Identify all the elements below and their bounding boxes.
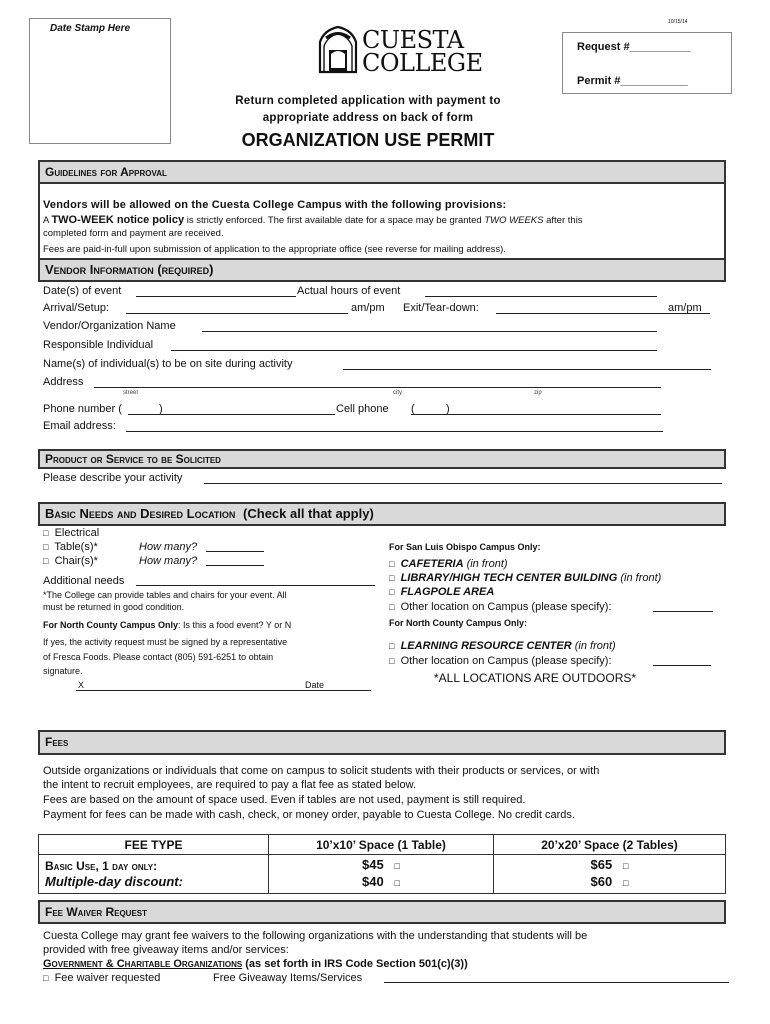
waiver-organizations (43, 958, 468, 970)
other-location-1-field[interactable] (653, 611, 713, 612)
tw-d: TWO WEEKS (484, 215, 544, 226)
large-multi-price: $60 (590, 874, 613, 889)
giveaway-label: Free Giveaway Items/Services (213, 972, 363, 984)
fees-paragraph-2: the intent to recruit employees, are required to pay a flat fee as stated below. (43, 779, 416, 791)
describe-label: Please describe your activity (43, 472, 183, 484)
small-space-cell (269, 855, 494, 894)
arrival-label: Arrival/Setup: (43, 302, 110, 314)
fees-heading (38, 730, 726, 755)
cell-label: Cell phone (336, 403, 389, 415)
responsible-label: Responsible Individual (43, 339, 154, 351)
fee-col-type: FEE TYPE (39, 835, 269, 855)
cell-paren-open: ( (411, 403, 415, 415)
flagpole-label: FLAGPOLE AREA (400, 586, 495, 598)
responsible-field[interactable] (171, 350, 657, 351)
additional-field[interactable] (136, 585, 375, 586)
multi-day-label: Multiple-day discount: (45, 874, 183, 889)
guidelines-fees: Fees are paid-in-full upon submission of application to the appropriate office (see reverse for mailing address). (43, 244, 506, 255)
slo-campus-label: For San Luis Obispo Campus Only: (389, 542, 541, 552)
date-stamp-box (29, 18, 171, 144)
arrival-ampm: am/pm (351, 302, 385, 314)
basic-use-label: Basic Use, 1 day only: (45, 859, 158, 873)
exit-ampm: am/pm (668, 302, 702, 314)
checkbox-icon[interactable]: □ (623, 861, 629, 871)
actual-hours-field[interactable] (425, 296, 657, 297)
waiver-heading-text: Fee Waiver Request (45, 905, 148, 919)
checkbox-icon[interactable]: □ (43, 542, 49, 552)
date-stamp-label: Date Stamp Here (50, 23, 131, 34)
outdoors-note: *ALL LOCATIONS ARE OUTDOORS* (434, 671, 637, 685)
large-basic-row[interactable] (500, 857, 719, 874)
address-field[interactable] (94, 387, 661, 388)
giveaway-field[interactable] (384, 982, 729, 983)
checkbox-icon[interactable]: □ (43, 556, 49, 566)
waiver-orgs-suffix: (as set forth in IRS Code Section 501(c)(3)) (245, 958, 468, 970)
other-location-2-label: Other location on Campus (please specify): (400, 655, 612, 667)
phone-field[interactable] (128, 414, 335, 415)
exit-label: Exit/Tear-down: (403, 302, 479, 314)
tables-checkbox-row[interactable] (43, 541, 98, 553)
address-label: Address (43, 376, 84, 388)
north-food-a: For North County Campus Only (43, 620, 178, 630)
north-food-question (43, 620, 291, 630)
fees-heading-text: Fees (45, 735, 69, 749)
vendor-heading-text: Vendor Information (required) (45, 262, 214, 277)
tw-e: after this (543, 215, 583, 226)
small-basic-row[interactable] (275, 857, 487, 874)
needs-heading-text: Basic Needs and Desired Location (45, 506, 236, 521)
names-onsite-label: Name(s) of individual(s) to be on site during activity (43, 358, 293, 370)
cafeteria-label: CAFETERIA (400, 558, 464, 570)
checkbox-icon[interactable]: □ (43, 528, 49, 538)
org-name-label: Vendor/Organization Name (43, 320, 176, 332)
describe-field[interactable] (204, 483, 722, 484)
other-location-2-row[interactable] (389, 655, 612, 667)
lrc-in-front: (in front) (574, 640, 616, 652)
checkbox-icon[interactable]: □ (389, 641, 395, 651)
names-onsite-field[interactable] (343, 369, 711, 370)
other-location-2-field[interactable] (653, 665, 711, 666)
logo-line-2: COLLEGE (362, 49, 483, 77)
guidelines-two-week (43, 214, 583, 226)
lrc-label: LEARNING RESOURCE CENTER (400, 640, 572, 652)
event-dates-label: Date(s) of event (43, 285, 122, 297)
tw-c: is strictly enforced. The first available date for a space may be granted (184, 215, 485, 226)
chairs-count-field[interactable] (206, 565, 264, 566)
tables-how-many: How many? (139, 541, 198, 553)
library-checkbox-row[interactable] (389, 572, 661, 584)
large-multi-row[interactable] (500, 874, 719, 891)
guidelines-heading (38, 160, 726, 184)
large-space-cell (494, 855, 726, 894)
large-basic-price: $65 (590, 857, 613, 872)
tables-count-field[interactable] (206, 551, 264, 552)
library-in-front: (in front) (620, 572, 662, 584)
chairs-checkbox-row[interactable] (43, 555, 98, 567)
tables-note-1: *The College can provide tables and chairs for your event. All (43, 590, 287, 600)
permit-number-field[interactable]: Permit #___________ (577, 75, 688, 87)
email-field[interactable] (126, 431, 663, 432)
tw-a: A (43, 215, 52, 226)
checkbox-icon[interactable]: □ (43, 973, 49, 983)
checkbox-icon[interactable]: □ (389, 573, 395, 583)
fee-col-small: 10’x10’ Space (1 Table) (269, 835, 494, 855)
fees-paragraph-1: Outside organizations or individuals that come on campus to solicit students with their products or services, or with (43, 765, 600, 777)
product-heading (38, 449, 726, 469)
small-multi-row[interactable] (275, 874, 487, 891)
fee-table (38, 834, 726, 894)
fresca-line-1: If yes, the activity request must be signed by a representative (43, 637, 288, 647)
cuesta-college-logo (316, 24, 483, 77)
waiver-requested-row[interactable] (43, 972, 160, 984)
lrc-checkbox-row[interactable] (389, 640, 616, 652)
exit-ampm-underline (666, 313, 710, 314)
flagpole-checkbox-row[interactable] (389, 586, 494, 598)
request-number-field[interactable]: Request #__________ (577, 41, 691, 53)
cafeteria-checkbox-row[interactable] (389, 558, 508, 570)
checkbox-icon[interactable]: □ (389, 602, 395, 612)
org-name-field[interactable] (202, 331, 657, 332)
checkbox-icon[interactable]: □ (389, 559, 395, 569)
needs-heading-suffix: (Check all that apply) (243, 506, 374, 521)
tw-b: TWO-WEEK notice policy (51, 214, 185, 226)
north-campus-label: For North County Campus Only: (389, 618, 527, 628)
needs-heading (38, 502, 726, 526)
cell-paren-close: ) (446, 403, 450, 415)
product-heading-text: Product or Service to be Solicited (45, 452, 221, 466)
address-city-hint: city (393, 390, 402, 396)
arrival-field[interactable] (126, 313, 348, 314)
event-dates-field[interactable] (136, 296, 296, 297)
exit-field[interactable] (496, 313, 666, 314)
other-location-1-label: Other location on Campus (please specify): (400, 601, 612, 613)
phone-paren-close: ) (159, 403, 163, 415)
checkbox-icon[interactable]: □ (389, 587, 395, 597)
additional-label: Additional needs (43, 575, 125, 587)
page-title: ORGANIZATION USE PERMIT (241, 130, 495, 150)
fee-type-cell (39, 855, 269, 894)
vendor-heading (38, 258, 726, 282)
phone-label: Phone number ( (43, 403, 122, 415)
electrical-label: Electrical (54, 527, 100, 539)
address-zip-hint: zip (534, 390, 542, 396)
tables-label: Table(s)* (54, 541, 98, 553)
fees-paragraph-4: Payment for fees can be made with cash, check, or money order, payable to Cuesta College. No credit cards. (43, 809, 575, 821)
tables-note-2: must be returned in good condition. (43, 602, 185, 612)
north-food-b: : Is this a food event? Y or N (178, 620, 292, 630)
checkbox-icon[interactable]: □ (389, 656, 395, 666)
signature-x: X (78, 680, 85, 690)
logo-line-1: CUESTA (362, 26, 464, 54)
fresca-signature-field[interactable] (76, 690, 371, 691)
fee-table-header-row (39, 835, 726, 855)
checkbox-icon[interactable]: □ (623, 878, 629, 888)
cafeteria-in-front: (in front) (466, 558, 508, 570)
fresca-line-3: signature. (43, 666, 83, 676)
office-use-box (562, 32, 732, 94)
guidelines-received: completed form and payment are received. (43, 228, 224, 239)
fee-col-large: 20’x20’ Space (2 Tables) (494, 835, 726, 855)
revision-date: 10/15/14 (668, 19, 688, 25)
fee-table-row (39, 855, 726, 894)
waiver-heading (38, 900, 726, 924)
small-multi-price: $40 (362, 874, 384, 889)
guidelines-provisions: Vendors will be allowed on the Cuesta College Campus with the following provisions: (43, 199, 507, 211)
mission-bell-tower-icon (316, 24, 360, 74)
fresca-line-2: of Fresca Foods. Please contact (805) 591-6251 to obtain (43, 652, 274, 662)
signature-date-label: Date (305, 680, 325, 690)
email-label: Email address: (43, 420, 116, 432)
return-instructions-line2: appropriate address on back of form (262, 112, 474, 124)
address-street-hint: street (123, 390, 139, 396)
fees-paragraph-3: Fees are based on the amount of space used. Even if tables are not used, payment is still required. (43, 794, 526, 806)
actual-hours-label: Actual hours of event (297, 285, 401, 297)
checkbox-icon[interactable]: □ (394, 878, 400, 888)
small-basic-price: $45 (362, 857, 384, 872)
waiver-orgs-label: Government & Charitable Organizations (43, 958, 243, 970)
waiver-paragraph-2: provided with free giveaway items and/or services: (43, 944, 289, 956)
waiver-paragraph-1: Cuesta College may grant fee waivers to the following organizations with the understanding that students will be (43, 930, 588, 942)
return-instructions-line1: Return completed application with payment to (235, 95, 501, 107)
waiver-requested-label: Fee waiver requested (54, 972, 161, 984)
electrical-checkbox-row[interactable] (43, 527, 99, 539)
chairs-label: Chair(s)* (54, 555, 98, 567)
other-location-1-row[interactable] (389, 601, 612, 613)
library-label: LIBRARY/HIGH TECH CENTER BUILDING (400, 572, 618, 584)
guidelines-heading-text: Guidelines for Approval (45, 165, 167, 179)
checkbox-icon[interactable]: □ (394, 861, 400, 871)
cell-field[interactable] (411, 414, 661, 415)
chairs-how-many: How many? (139, 555, 198, 567)
